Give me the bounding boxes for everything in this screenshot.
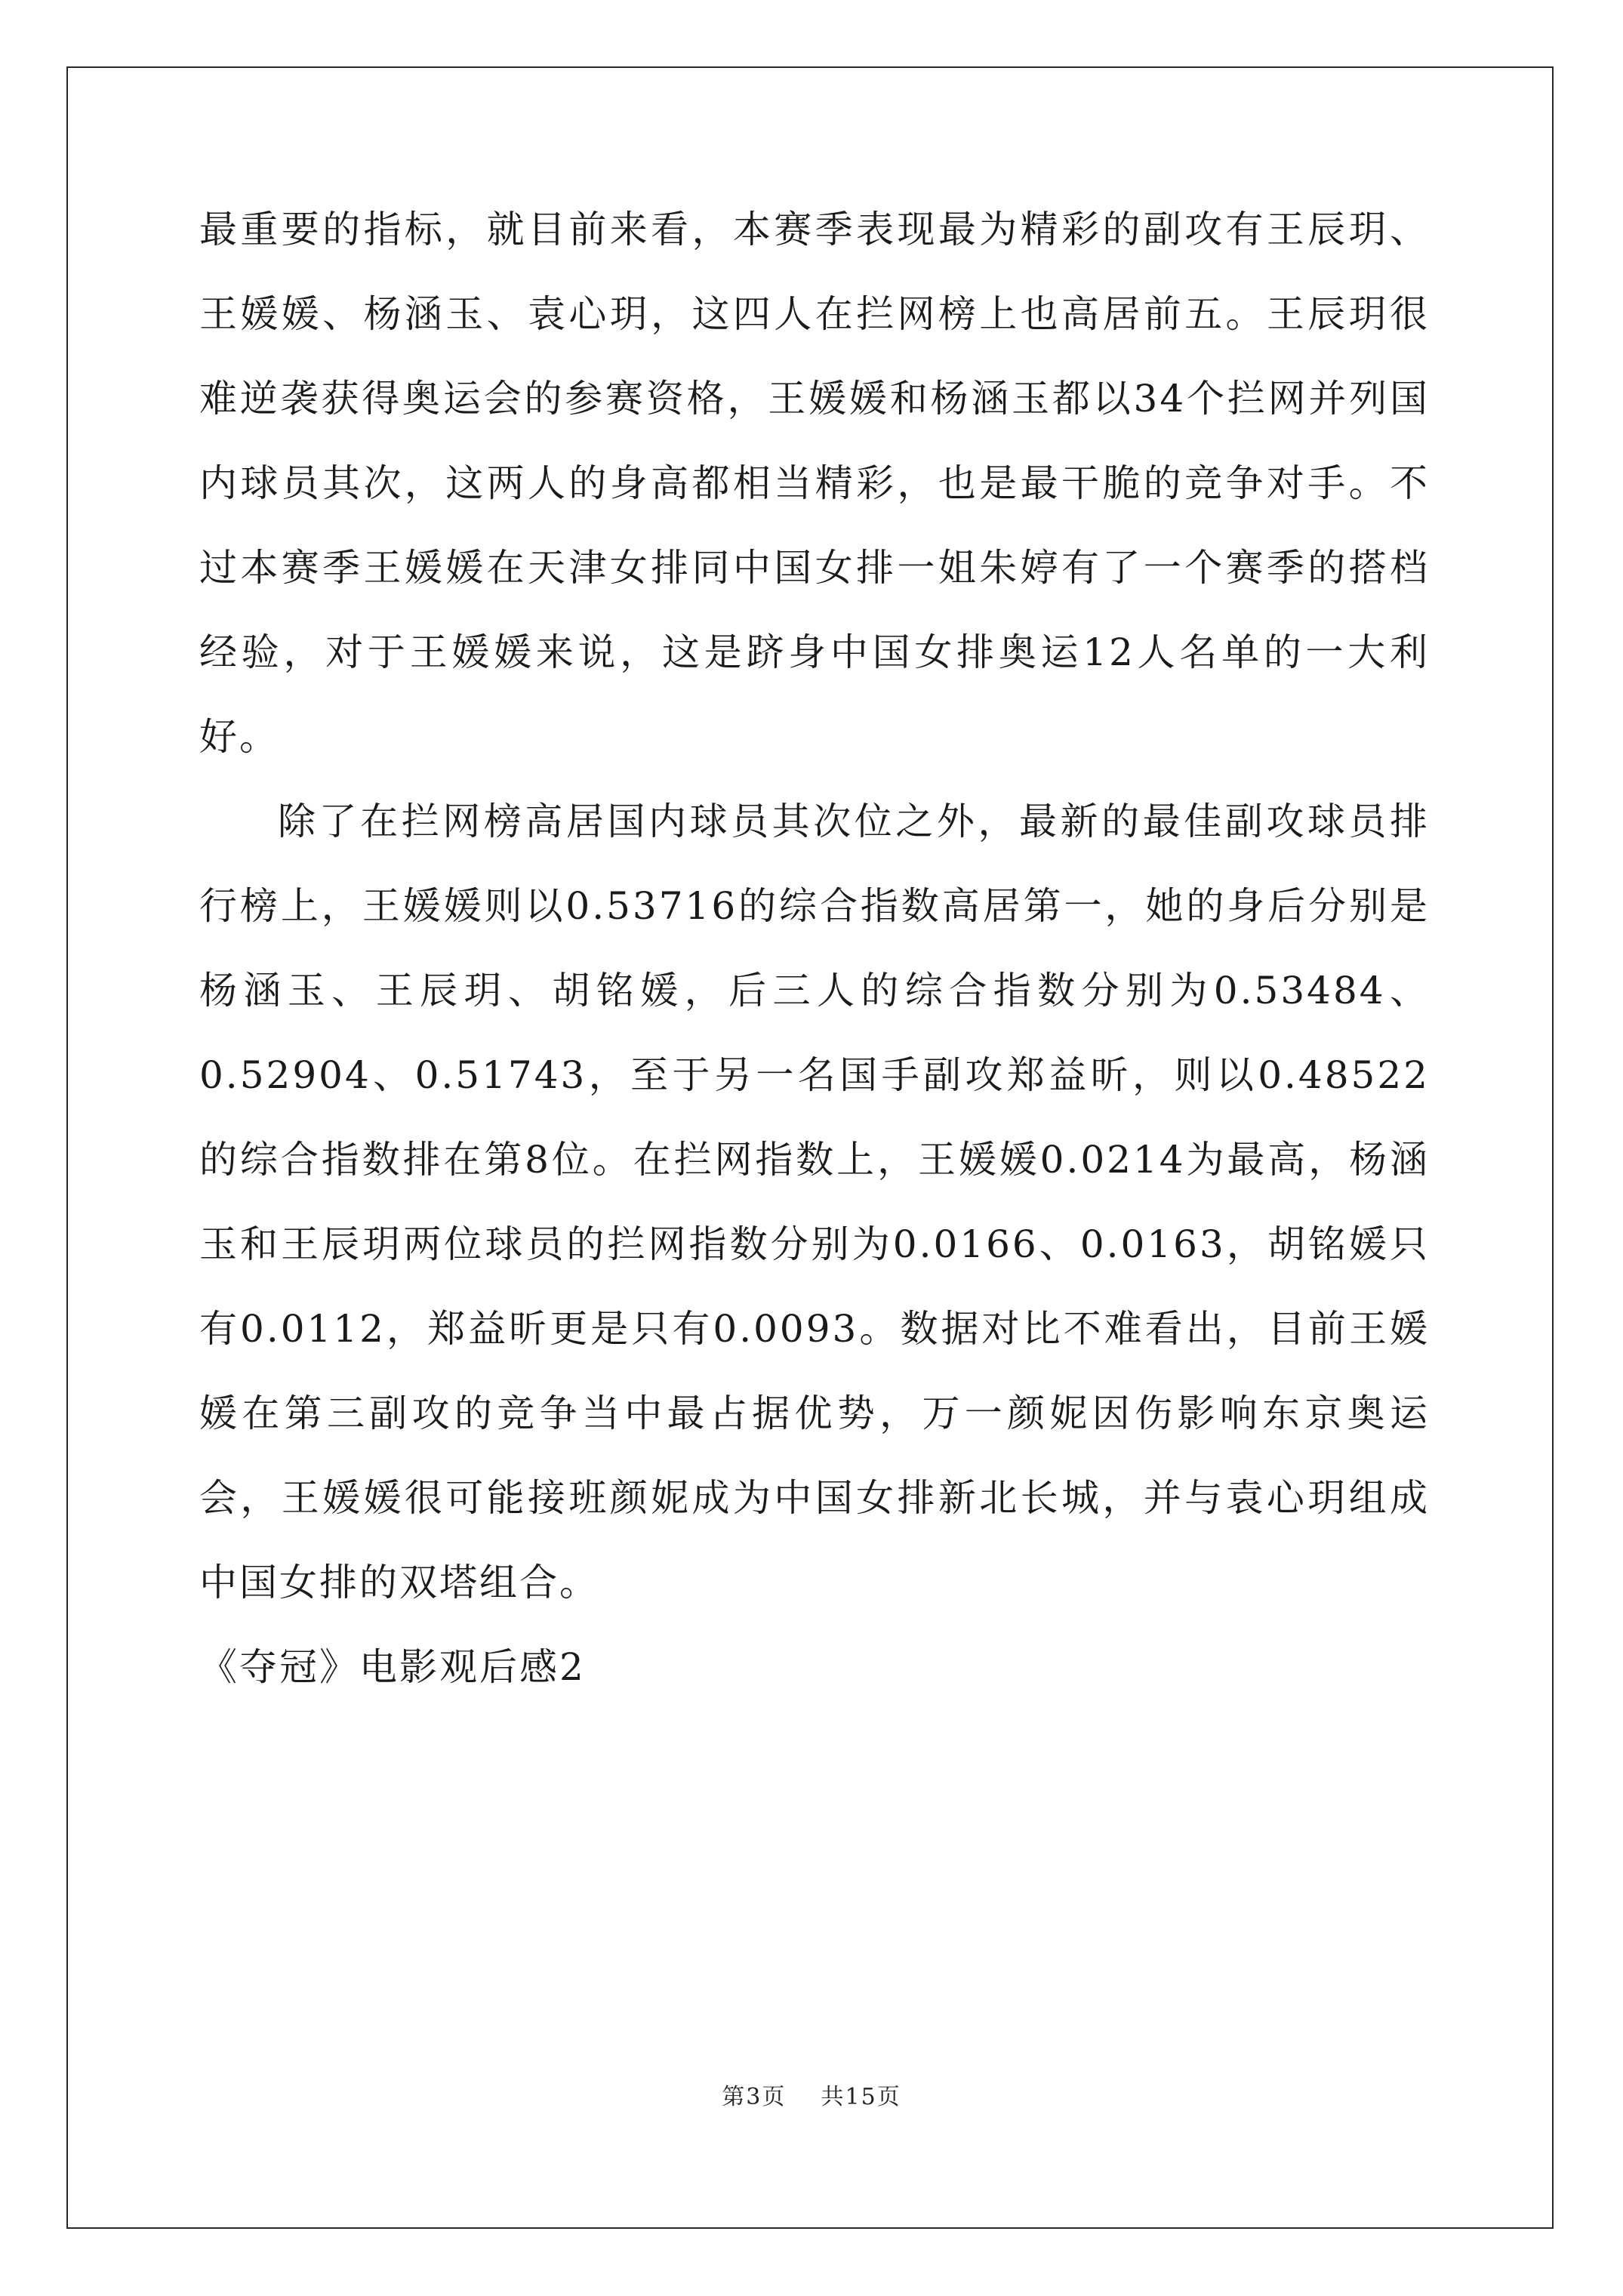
- section-heading: 《夺冠》电影观后感2: [199, 1645, 586, 1689]
- page-footer: [0, 2078, 1623, 2111]
- paragraph-1: 最重要的指标，就目前来看，本赛季表现最为精彩的副攻有王辰玥、王媛媛、杨涵玉、袁心玥，这四人在拦网榜上也高居前五。王辰玥很难逆袭获得奥运会的参赛资格，王媛媛和杨涵玉都以34个拦网并列国内球员其次，这两人的身高都相当精彩，也是最干脆的竞争对手。不过本赛季王媛媛在天津女排同中国女排一姐朱婷有了一个赛季的搭档经验，对于王媛媛来说，这是跻身中国女排奥运12人名单的一大利好。: [199, 208, 1430, 759]
- document-body: [199, 187, 1430, 1709]
- paragraph-2: 除了在拦网榜高居国内球员其次位之外，最新的最佳副攻球员排行榜上，王媛媛则以0.53716的综合指数高居第一，她的身后分别是杨涵玉、王辰玥、胡铭媛，后三人的综合指数分别为0.53484、0.52904、0.51743，至于另一名国手副攻郑益昕，则以0.48522的综合指数排在第8位。在拦网指数上，王媛媛0.0214为最高，杨涵玉和王辰玥两位球员的拦网指数分别为0.0166、0.0163，胡铭媛只有0.0112，郑益昕更是只有0.0093。数据对比不难看出，目前王媛媛在第三副攻的竞争当中最占据优势，万一颜妮因伤影响东京奥运会，王媛媛很可能接班颜妮成为中国女排新北长城，并与袁心玥组成中国女排的双塔组合。: [199, 800, 1430, 1604]
- page-number: 第3页: [722, 2084, 787, 2110]
- page-total: 共15页: [821, 2084, 901, 2110]
